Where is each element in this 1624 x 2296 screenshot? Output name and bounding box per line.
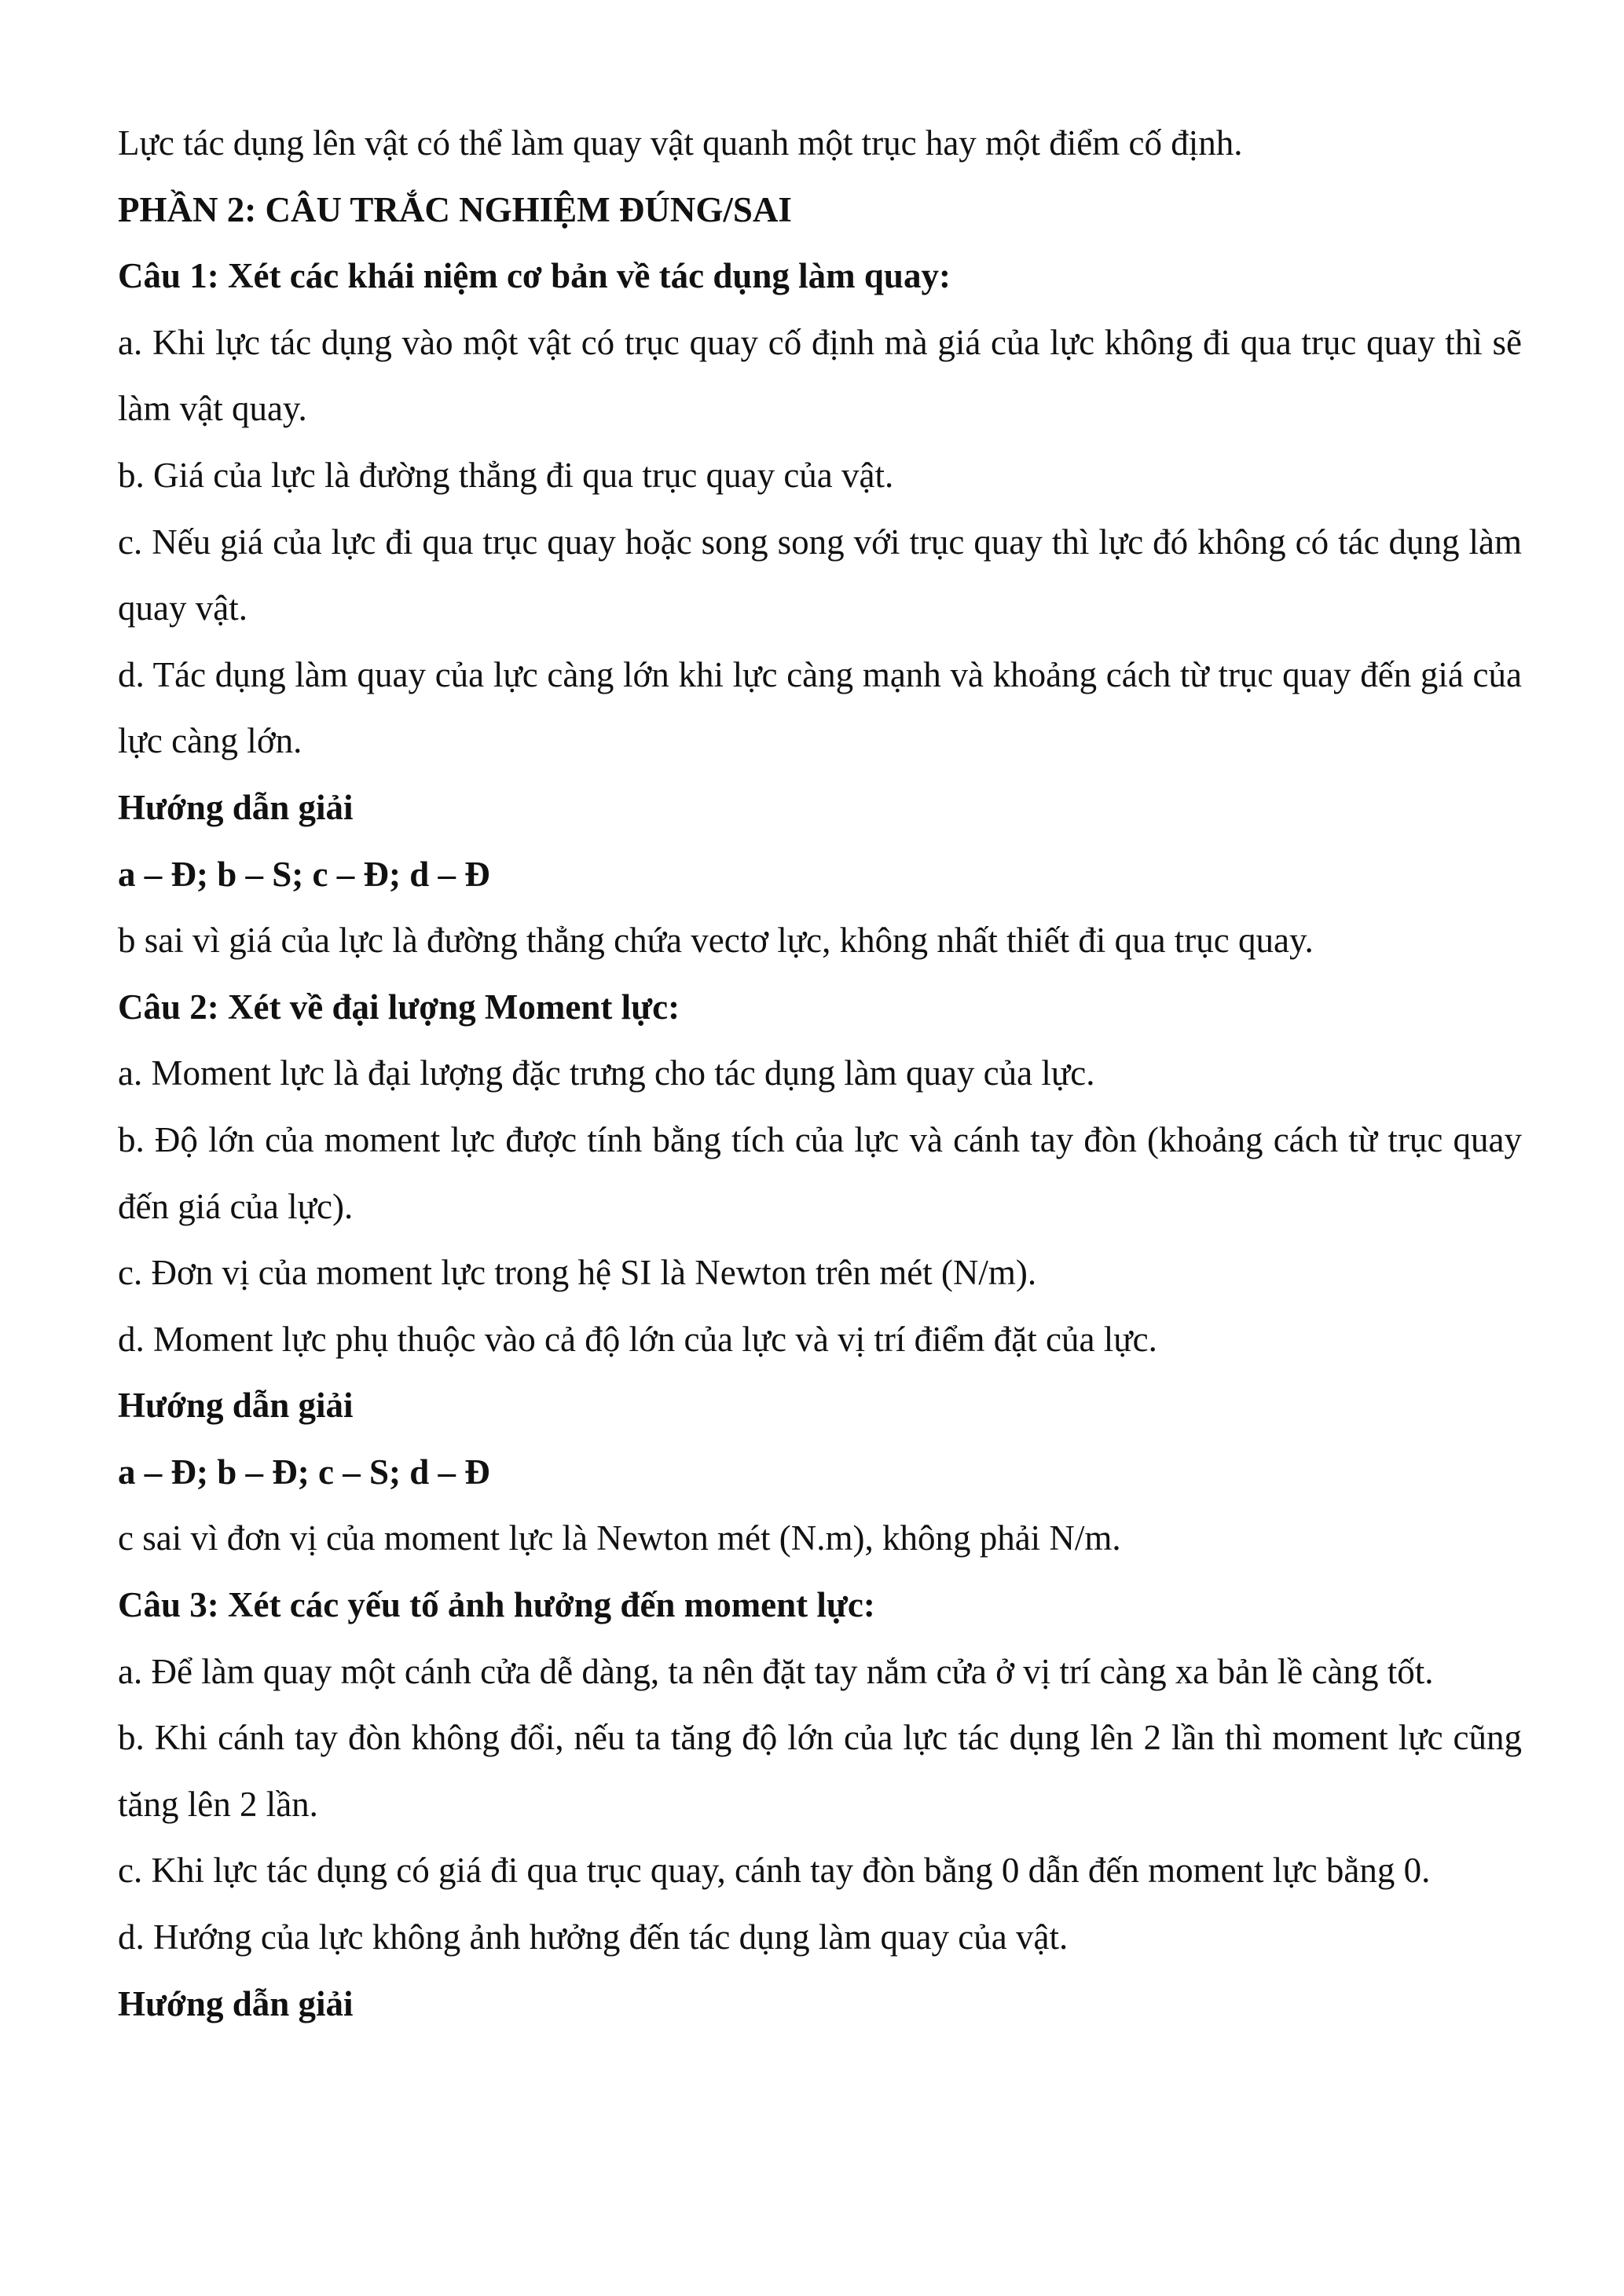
question-2-option-d: d. Moment lực phụ thuộc vào cả độ lớn của lực và vị trí điểm đặt của lực. bbox=[118, 1319, 1157, 1359]
question-2-guide-label: Hướng dẫn giải bbox=[118, 1386, 354, 1426]
question-1-option-b: b. Giá của lực là đường thẳng đi qua trục quay của vật. bbox=[118, 455, 894, 495]
question-3-title: Câu 3: Xét các yếu tố ảnh hưởng đến moment lực: bbox=[118, 1585, 875, 1625]
question-1-answer: a – Đ; b – S; c – Đ; d – Đ bbox=[118, 854, 490, 894]
question-1-guide-label: Hướng dẫn giải bbox=[118, 787, 354, 827]
question-2-title: Câu 2: Xét về đại lượng Moment lực: bbox=[118, 987, 680, 1027]
question-2-answer: a – Đ; b – Đ; c – S; d – Đ bbox=[118, 1452, 490, 1492]
question-1-option-c: c. Nếu giá của lực đi qua trục quay hoặc song song với trục quay thì lực đó không có tác dụng làm quay vật. bbox=[118, 522, 1522, 628]
question-3-option-a: a. Để làm quay một cánh cửa dễ dàng, ta nên đặt tay nắm cửa ở vị trí càng xa bản lề càng tốt. bbox=[118, 1651, 1434, 1691]
question-1-option-d: d. Tác dụng làm quay của lực càng lớn khi lực càng mạnh và khoảng cách từ trục quay đến giá của lực càng lớn. bbox=[118, 654, 1522, 761]
question-1-option-a: a. Khi lực tác dụng vào một vật có trục quay cố định mà giá của lực không đi qua trục quay thì sẽ làm vật quay. bbox=[118, 322, 1522, 429]
question-2-option-b: b. Độ lớn của moment lực được tính bằng tích của lực và cánh tay đòn (khoảng cách từ trục quay đến giá của lực). bbox=[118, 1119, 1522, 1226]
question-3-option-b: b. Khi cánh tay đòn không đổi, nếu ta tăng độ lớn của lực tác dụng lên 2 lần thì moment lực cũng tăng lên 2 lần. bbox=[118, 1718, 1522, 1824]
question-3-option-d: d. Hướng của lực không ảnh hưởng đến tác dụng làm quay của vật. bbox=[118, 1917, 1069, 1957]
section-title: PHẦN 2: CÂU TRẮC NGHIỆM ĐÚNG/SAI bbox=[118, 189, 792, 229]
question-2-option-c: c. Đơn vị của moment lực trong hệ SI là Newton trên mét (N/m). bbox=[118, 1253, 1037, 1293]
question-1-title: Câu 1: Xét các khái niệm cơ bản về tác dụng làm quay: bbox=[118, 256, 951, 296]
question-1-explanation: b sai vì giá của lực là đường thẳng chứa vectơ lực, không nhất thiết đi qua trục quay. bbox=[118, 921, 1314, 961]
document-page bbox=[118, 110, 1522, 2037]
intro-text: Lực tác dụng lên vật có thể làm quay vật quanh một trục hay một điểm cố định. bbox=[118, 123, 1243, 163]
question-3-option-c: c. Khi lực tác dụng có giá đi qua trục quay, cánh tay đòn bằng 0 dẫn đến moment lực bằng 0. bbox=[118, 1851, 1431, 1891]
question-2-option-a: a. Moment lực là đại lượng đặc trưng cho tác dụng làm quay của lực. bbox=[118, 1053, 1095, 1093]
question-2-explanation: c sai vì đơn vị của moment lực là Newton mét (N.m), không phải N/m. bbox=[118, 1518, 1121, 1558]
question-3-guide-label: Hướng dẫn giải bbox=[118, 1983, 354, 2023]
